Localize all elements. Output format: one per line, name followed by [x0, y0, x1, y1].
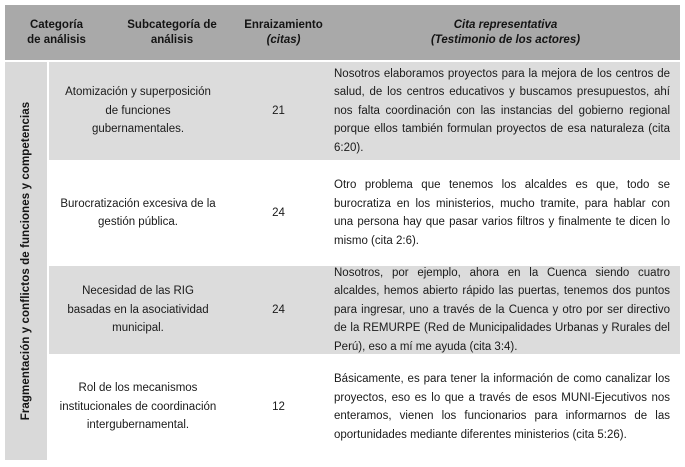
column-header-cita-line2: (Testimonio de los actores) [430, 33, 581, 46]
cell-subcategoria: Rol de los mecanismos institucionales de coordinación intergubernamental. [59, 382, 217, 432]
column-header-subcategoria [108, 18, 236, 48]
cell-subcategoria: Atomización y superposición de funciones gubernamentales. [65, 86, 211, 136]
column-header-enraizamiento [236, 18, 331, 48]
table-header-row [5, 5, 680, 60]
cell-cita-text: Otro problema que tenemos los alcaldes es que, todo se burocratiza en los ministerios, mucho tramite, para hablar con una persona hay que pasar varios filtros y finalmente te dicen lo mismo (cita 2:6). [334, 179, 670, 247]
cell-enraizamiento: 21 [272, 105, 285, 117]
cell-enraizamiento: 24 [272, 304, 285, 316]
cell-enraizamiento: 12 [272, 401, 285, 413]
table-row [49, 169, 680, 257]
cell-subcategoria: Burocratización excesiva de la gestión pública. [60, 197, 216, 228]
cell-cita-text: Nosotros, por ejemplo, ahora en la Cuenca siendo cuatro alcaldes, hemos abierto rápido las puertas, tenemos dos puntos para ingresar, uno a través de la Cuenca y otro por ser directivo de la REMURPE (Red de Municipalidades Urbanas y Rurales del Perú), eso a mí me ayuda (cita 3:4). [334, 266, 670, 353]
cell-cita-text: Nosotros elaboramos proyectos para la mejora de los centros de salud, de los centros educativos y buscamos presupuestos, ahí nos falta coordinación con las instancias del gobierno regional porque ellos también formulan proyectos de esa naturaleza (cita 6:20). [334, 67, 670, 154]
cell-cita [326, 266, 680, 354]
column-header-cita-line1: Cita representativa [453, 18, 558, 31]
category-band-label: Fragmentación y conflictos de funciones y competencias [20, 101, 32, 421]
column-header-enraizamiento-line1: Enraizamiento [244, 18, 323, 31]
table-body [49, 62, 680, 451]
cell-cita [326, 363, 680, 451]
cell-subcategoria: Necesidad de las RIG basadas en la asociatividad municipal. [67, 285, 209, 335]
column-header-subcategoria-line2: análisis [150, 33, 194, 46]
table-row [49, 62, 680, 160]
column-header-cita [331, 18, 680, 48]
column-header-subcategoria-line1: Subcategoría de [127, 18, 217, 31]
cell-cita [326, 169, 680, 257]
cell-cita-text: Básicamente, es para tener la información de como canalizar los proyectos, eso es lo que a través de esos MUNI-Ejecutivos nos enteramos, vienen los funcionarios para informarnos de las oportunidades mediante diferentes ministerios (cita 5:26). [334, 373, 670, 441]
cell-cita [326, 62, 680, 160]
column-header-categoria [5, 18, 108, 48]
table-row [49, 363, 680, 451]
column-header-enraizamiento-line2: (citas) [266, 33, 301, 46]
category-band [5, 62, 47, 460]
cell-enraizamiento: 24 [272, 207, 285, 219]
table-row [49, 266, 680, 354]
row-separator [49, 160, 680, 169]
column-header-categoria-line2: de análisis [27, 33, 86, 46]
column-header-categoria-line1: Categoría [29, 18, 84, 31]
